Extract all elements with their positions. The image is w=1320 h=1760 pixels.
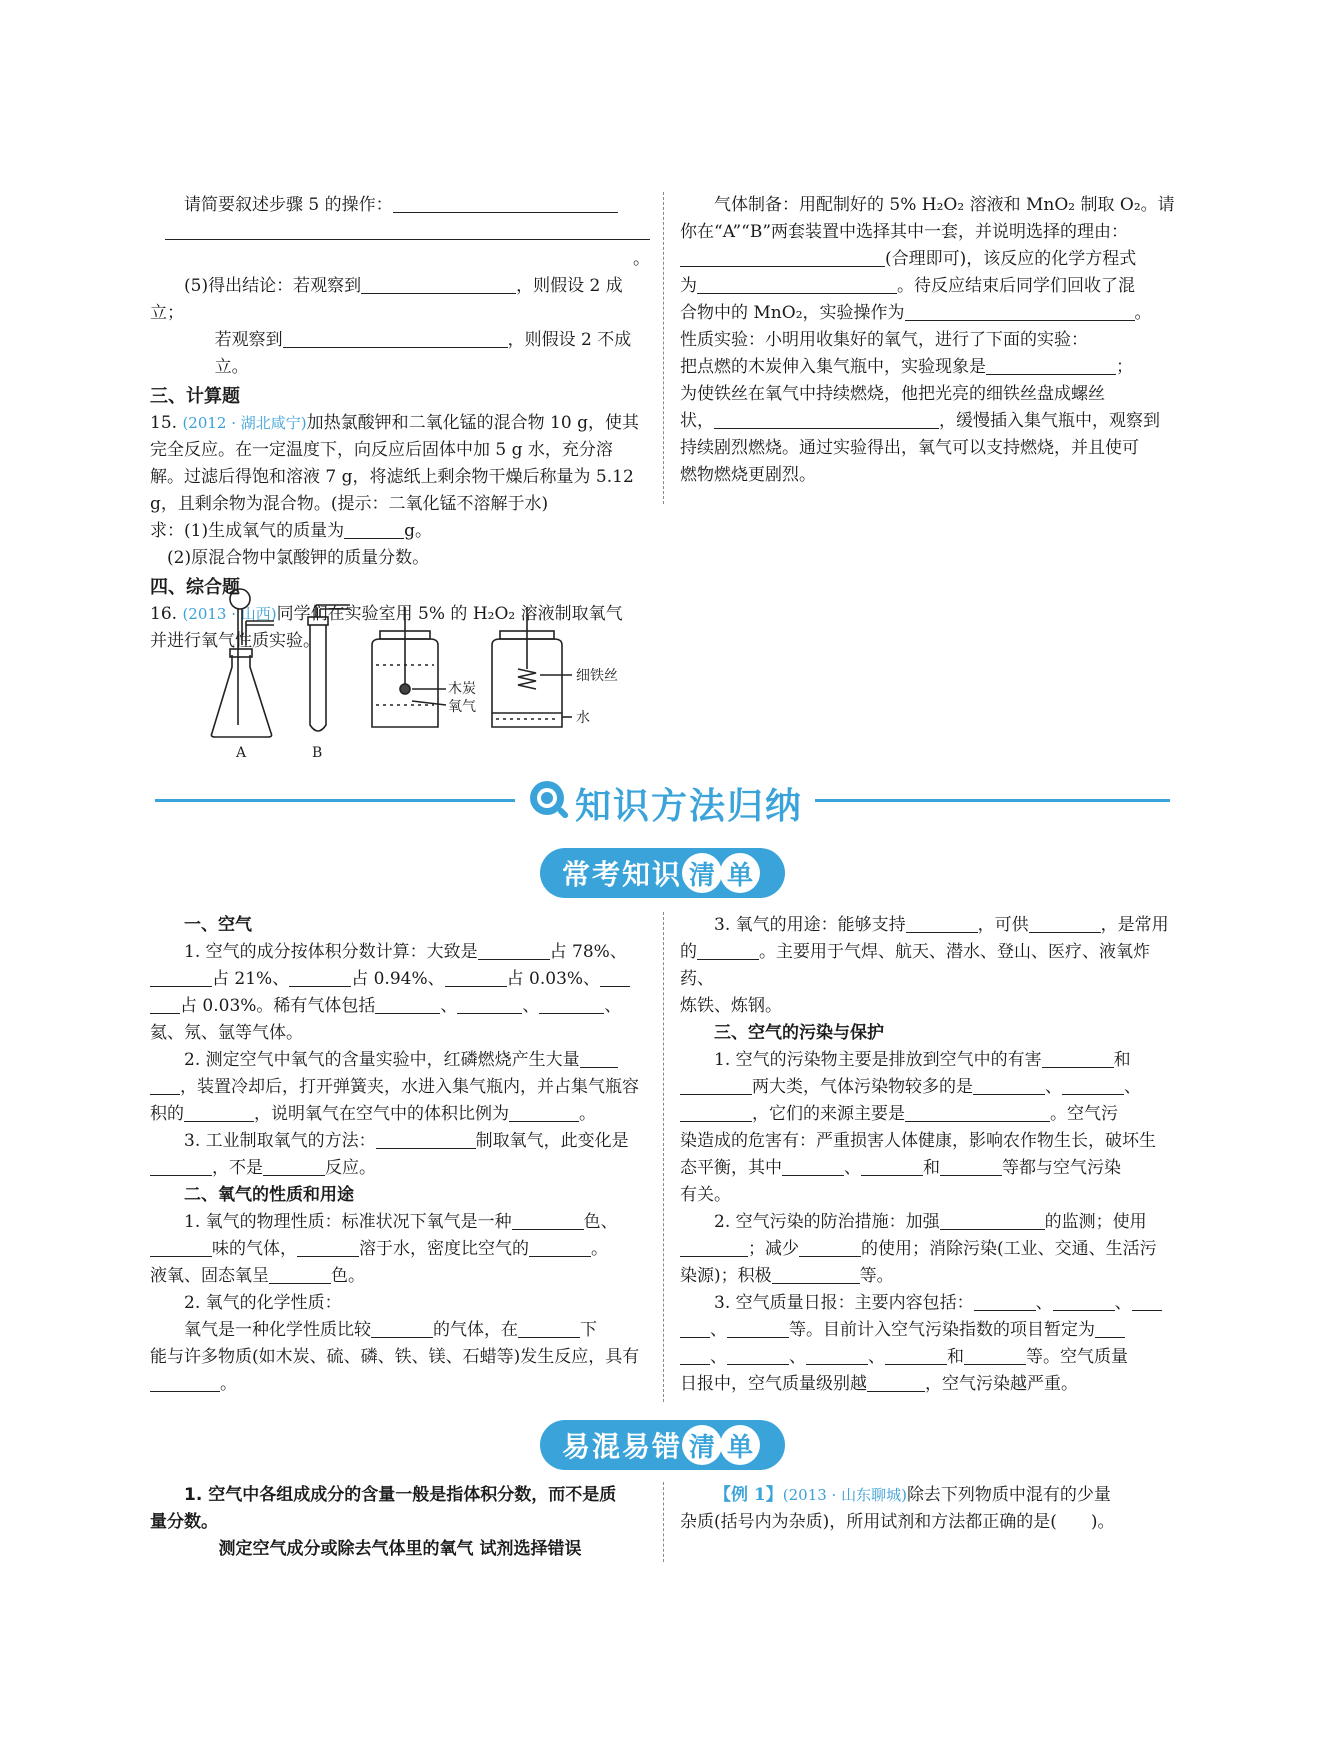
q14-conclusion-line2: 若观察到 ，则假设 2 不成立。 — [214, 330, 632, 377]
section-title-bar — [0, 770, 1320, 830]
example-1: 【例 1】(2013 · 山东聊城)除去下列物质中混有的少量 — [714, 1485, 1111, 1505]
heading-pollution: 三、空气的污染与保护 — [714, 1023, 884, 1043]
air-composition-line-3: 占 0.03%。稀有气体包括 、 、 、 — [150, 993, 650, 1020]
mistake-subheading: 测定空气成分或除去气体里的氧气 试剂选择错误 — [218, 1539, 582, 1559]
banner-common-knowledge — [540, 848, 785, 898]
q14-conclusion-line: (5)得出结论：若观察到 ，则假设 2 成立； — [150, 276, 623, 323]
q15-text: 15. (2012 · 湖北咸宁)加热氯酸钾和二氧化锰的混合物 10 g，使其 — [150, 413, 639, 433]
mid-right-column — [680, 912, 1180, 1398]
iron-wire-coil — [518, 669, 536, 689]
banner-bubbles: 清 单 — [684, 1425, 760, 1465]
pollutants-5: 态平衡，其中 、 和 等都与空气污染 — [680, 1158, 1121, 1178]
oxygen-uses-3: 炼铁、炼钢。 — [680, 996, 782, 1016]
answer-blank[interactable] — [376, 1131, 476, 1149]
gas-prep-line: 气体制备：用配制好的 5% H₂O₂ 溶液和 MnO₂ 制取 O₂。请 — [714, 195, 1175, 215]
charcoal-piece — [400, 684, 410, 694]
flask-stopper — [230, 649, 252, 657]
air-composition-line-4: 氦、氖、氩等气体。 — [150, 1023, 303, 1043]
answer-blank[interactable] — [393, 195, 618, 213]
property-exp-line-5: 持续剧烈燃烧。通过实验得出，氧气可以支持燃烧，并且使可 — [680, 438, 1139, 458]
column-divider-top — [663, 192, 664, 504]
chemical-props-4: 。 — [150, 1371, 650, 1398]
answer-blank[interactable] — [680, 249, 885, 267]
bottom-left-column — [150, 1482, 650, 1563]
answer-blank[interactable] — [680, 1104, 752, 1122]
conical-flask-shape — [211, 655, 271, 737]
answer-blank[interactable] — [361, 276, 516, 294]
air-quality-report-2: 、 等。目前计入空气污染指数的项目暂定为 — [680, 1317, 1180, 1344]
answer-blank[interactable] — [539, 996, 604, 1014]
section-title: 知识方法归纳 — [575, 786, 804, 827]
example-source: (2013 · 山东聊城) — [782, 1486, 907, 1504]
section-heading-calc: 三、计算题 — [150, 386, 240, 407]
answer-blank[interactable] — [263, 1158, 325, 1176]
apparatus-figure — [200, 585, 640, 765]
pollutants-6: 有关。 — [680, 1185, 731, 1205]
answer-blank[interactable] — [375, 996, 440, 1014]
physical-props: 1. 氧气的物理性质：标准状况下氧气是一种 色、 — [184, 1212, 618, 1232]
answer-blank[interactable] — [964, 1347, 1026, 1365]
answer-blank[interactable] — [806, 1347, 868, 1365]
gas-prep-line-3: (合理即可)，该反应的化学方程式 — [680, 246, 1180, 273]
prevention-2: ；减少 的使用；消除污染(工业、交通、生活污 — [680, 1236, 1180, 1263]
property-exp-line-3: 为使铁丝在氧气中持续燃烧，他把光亮的细铁丝盘成螺丝 — [680, 384, 1105, 404]
answer-blank[interactable] — [799, 1239, 861, 1257]
answer-blank[interactable] — [940, 1212, 1045, 1230]
answer-blank[interactable] — [782, 1158, 844, 1176]
answer-blank[interactable] — [1053, 1293, 1115, 1311]
label-charcoal: 木炭 — [448, 681, 476, 697]
answer-blank[interactable] — [680, 1077, 752, 1095]
label-iron-wire: 细铁丝 — [576, 668, 618, 684]
answer-blank[interactable] — [529, 1239, 591, 1257]
q15-text-4: g，且剩余物为混合物。(提示：二氧化锰不溶解于水) — [150, 494, 549, 514]
physical-props-3: 液氧、固态氧呈 色。 — [150, 1266, 365, 1286]
pollutants: 1. 空气的污染物主要是排放到空气中的有害 和 — [714, 1050, 1131, 1070]
answer-blank[interactable] — [184, 1104, 254, 1122]
answer-blank[interactable] — [906, 915, 978, 933]
air-quality-report-4: 日报中，空气质量级别越 ，空气污染越严重。 — [680, 1374, 1078, 1394]
banner-text: 常考知识 — [562, 858, 683, 891]
answer-blank[interactable] — [714, 411, 939, 429]
answer-blank[interactable] — [1095, 1320, 1125, 1338]
answer-blank[interactable] — [478, 942, 550, 960]
property-exp-line-6: 燃物燃烧更剧烈。 — [680, 465, 816, 485]
answer-blank[interactable] — [150, 1158, 212, 1176]
label-water: 水 — [576, 710, 590, 726]
q15-question-1: 求：(1)生成氧气的质量为 g。 — [150, 521, 432, 541]
answer-blank[interactable] — [457, 996, 522, 1014]
answer-blank[interactable] — [289, 969, 351, 987]
banner-bubbles: 清 单 — [684, 853, 760, 893]
answer-blank[interactable] — [150, 1374, 220, 1392]
answer-blank[interactable] — [986, 357, 1116, 375]
q15-question-2: (2)原混合物中氯酸钾的质量分数。 — [167, 548, 430, 568]
answer-blank[interactable] — [1042, 1050, 1114, 1068]
label-B: B — [312, 745, 323, 761]
answer-blank[interactable] — [150, 969, 212, 987]
chemical-props: 2. 氧气的化学性质： — [184, 1293, 342, 1313]
column-divider-bottom — [663, 1482, 664, 1562]
answer-blank[interactable] — [150, 1239, 212, 1257]
answer-blank[interactable] — [600, 969, 630, 987]
answer-blank[interactable] — [727, 1347, 789, 1365]
air-quality-report-3: 、 、 、 和 等。空气质量 — [680, 1344, 1180, 1371]
q16-text-2: 并进行氧气性质实验。 — [150, 631, 320, 651]
banner-common-mistakes — [540, 1420, 785, 1470]
answer-blank[interactable] — [283, 330, 508, 348]
answer-blank[interactable] — [680, 1347, 710, 1365]
oxygen-content-exp: 2. 测定空气中氧气的含量实验中，红磷燃烧产生大量 — [150, 1047, 650, 1074]
heading-air: 一、空气 — [184, 915, 252, 935]
q15-text-3: 解。过滤后得饱和溶液 7 g，将滤纸上剩余物干燥后称量为 5.12 — [150, 467, 634, 487]
air-composition-line: 1. 空气的成分按体积分数计算：大致是 占 78%、 — [184, 942, 627, 962]
answer-blank[interactable] — [1132, 1293, 1162, 1311]
answer-blank[interactable] — [297, 1239, 359, 1257]
answer-blank[interactable] — [518, 1320, 580, 1338]
label-A: A — [236, 745, 247, 761]
column-divider-mid — [663, 912, 664, 1402]
separatory-funnel-bulb — [230, 589, 250, 609]
answer-blank[interactable] — [973, 1077, 1045, 1095]
chemical-props-2: 氧气是一种化学性质比较 的气体，在 下 — [184, 1320, 597, 1340]
prevention-3: 染源)；积极 等。 — [680, 1266, 894, 1286]
answer-blank[interactable] — [509, 1104, 579, 1122]
answer-blank[interactable] — [885, 1347, 947, 1365]
bottom-right-column — [680, 1482, 1180, 1536]
physical-props-2: 味的气体， 溶于水，密度比空气的 。 — [150, 1236, 650, 1263]
answer-blank[interactable] — [165, 222, 650, 240]
q16-text: 16. (2013 · 山西)同学们在实验室用 5% 的 H₂O₂ 溶液制取氧气 — [150, 604, 623, 624]
title-rule-left — [155, 799, 515, 802]
property-exp-line-4: 状， ，缓慢插入集气瓶中，观察到 — [680, 411, 1160, 431]
answer-blank[interactable] — [861, 1158, 923, 1176]
answer-blank[interactable] — [150, 1077, 180, 1095]
oxygen-uses: 3. 氧气的用途：能够支持 ，可供 ，是常用 — [714, 915, 1169, 935]
gas-prep-line-5: 合物中的 MnO₂，实验操作为 。 — [680, 303, 1152, 323]
mid-left-column — [150, 912, 650, 1398]
heading-oxygen-properties: 二、氧气的性质和用途 — [184, 1185, 354, 1205]
answer-blank[interactable] — [680, 1320, 710, 1338]
banner-text: 易混易错 — [562, 1430, 683, 1463]
mistake-note-2: 量分数。 — [150, 1512, 218, 1532]
prevention: 2. 空气污染的防治措施：加强 的监测；使用 — [714, 1212, 1147, 1232]
answer-blank[interactable] — [269, 1266, 331, 1284]
gas-prep-line-4: 为 。待反应结束后同学们回收了混 — [680, 276, 1135, 296]
answer-blank[interactable] — [1062, 1077, 1124, 1095]
oxygen-content-exp-3: 积的 ，说明氧气在空气中的体积比例为 。 — [150, 1104, 596, 1124]
pollutants-3: ，它们的来源主要是 。空气污 — [680, 1101, 1180, 1128]
answer-blank[interactable] — [727, 1320, 789, 1338]
answer-blank[interactable] — [772, 1266, 860, 1284]
answer-blank[interactable] — [867, 1374, 925, 1392]
q15-text-2: 完全反应。在一定温度下，向反应后固体中加 5 g 水，充分溶 — [150, 440, 613, 460]
q14-step5-line: 请简要叙述步骤 5 的操作： — [150, 192, 650, 219]
answer-blank[interactable] — [697, 276, 897, 294]
answer-blank[interactable] — [680, 1239, 748, 1257]
answer-blank[interactable] — [150, 996, 180, 1014]
top-right-column — [680, 192, 1180, 489]
answer-blank[interactable] — [940, 1158, 1002, 1176]
answer-blank[interactable] — [344, 521, 404, 539]
pollutants-4: 染造成的危害有：严重损害人体健康，影响农作物生长，破坏生 — [680, 1131, 1156, 1151]
q15-source: (2012 · 湖北咸宁) — [182, 414, 307, 432]
answer-blank[interactable] — [905, 1104, 1050, 1122]
industrial-oxygen: 3. 工业制取氧气的方法： 制取氧气，此变化是 — [184, 1131, 629, 1151]
answer-blank[interactable] — [580, 1050, 618, 1068]
air-composition-line-2: 占 21%、 占 0.94%、 占 0.03%、 — [150, 966, 650, 993]
q14-step5-line2: 。 — [150, 219, 650, 273]
gas-prep-line-2: 你在“A”“B”两套装置中选择其中一套，并说明选择的理由： — [680, 222, 1129, 242]
label-oxygen: 氧气 — [448, 699, 476, 715]
test-tube-shape — [310, 625, 326, 731]
example-1-text-2: 杂质(括号内为杂质)，所用试剂和方法都正确的是( )。 — [680, 1512, 1115, 1532]
q16-source: (2013 · 山西) — [182, 605, 277, 623]
answer-blank[interactable] — [905, 303, 1135, 321]
mistake-note-1: 1. 空气中各组成成分的含量一般是指体积分数，而不是质 — [184, 1485, 617, 1505]
property-exp-line-2: 把点燃的木炭伸入集气瓶中，实验现象是 ； — [680, 357, 1133, 377]
pollutants-2: 两大类，气体污染物较多的是 、 、 — [680, 1074, 1180, 1101]
answer-blank[interactable] — [445, 969, 507, 987]
oxygen-content-exp-2: ，装置冷却后，打开弹簧夹，水进入集气瓶内，并占集气瓶容 — [150, 1074, 650, 1101]
title-rule-right — [815, 799, 1170, 802]
answer-blank[interactable] — [1029, 915, 1101, 933]
example-label: 【例 1】 — [714, 1485, 783, 1505]
answer-blank[interactable] — [697, 942, 759, 960]
answer-blank[interactable] — [512, 1212, 584, 1230]
magnifier-logo-icon — [525, 776, 573, 824]
air-quality-report: 3. 空气质量日报：主要内容包括： 、 、 — [680, 1290, 1180, 1317]
industrial-oxygen-2: ，不是 反应。 — [150, 1155, 650, 1182]
chemical-props-3: 能与许多物质(如木炭、硫、磷、铁、镁、石蜡等)发生反应，具有 — [150, 1347, 640, 1367]
section-heading-comprehensive: 四、综合题 — [150, 577, 240, 598]
answer-blank[interactable] — [974, 1293, 1036, 1311]
oxygen-uses-2: 的 。主要用于气焊、航天、潜水、登山、医疗、液氧炸药、 — [680, 942, 1150, 989]
answer-blank[interactable] — [371, 1320, 433, 1338]
property-exp-line: 性质实验：小明用收集好的氧气，进行了下面的实验： — [680, 330, 1088, 350]
